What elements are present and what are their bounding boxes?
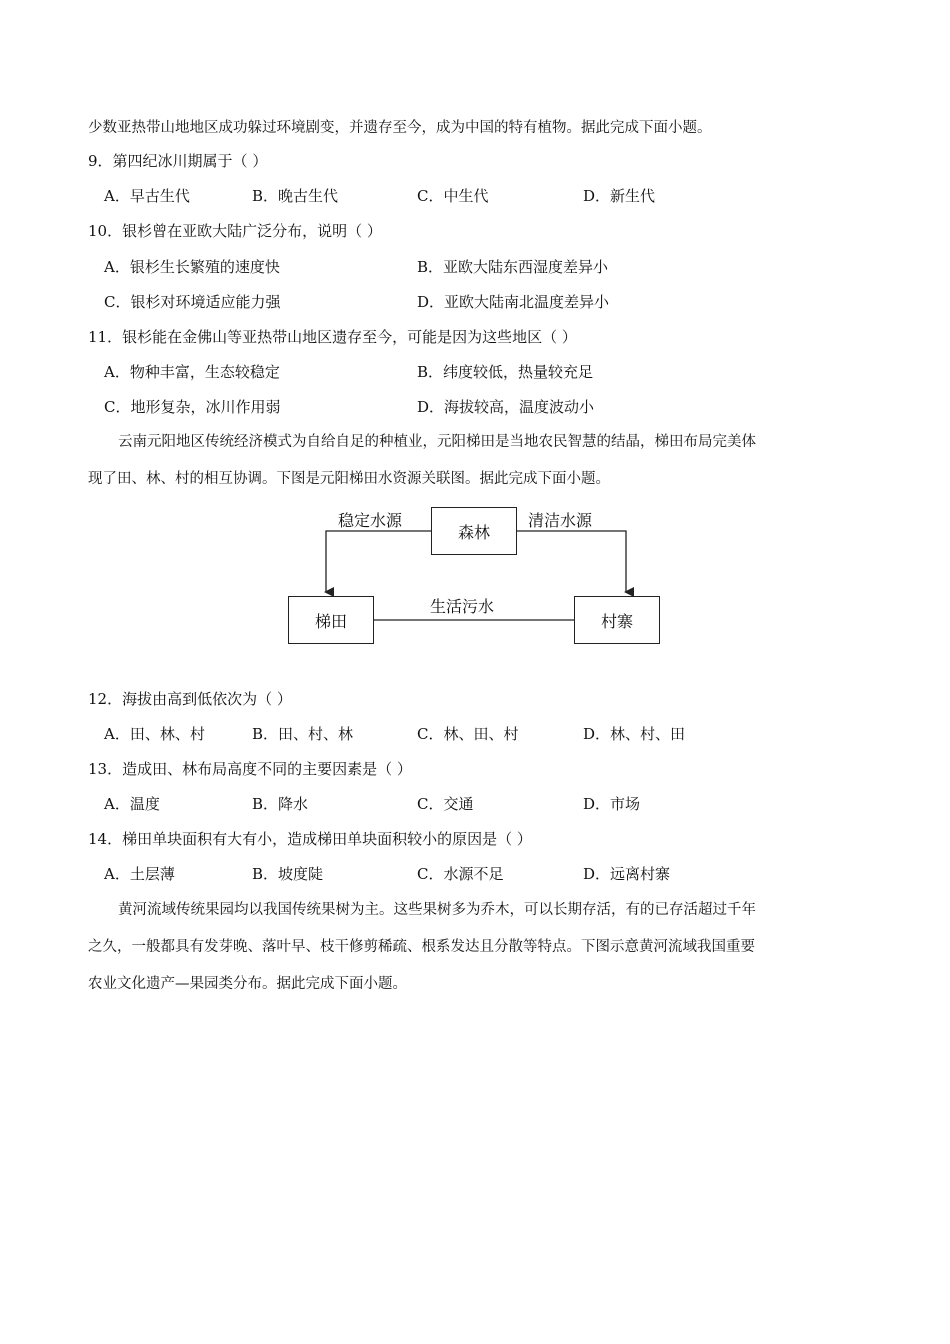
q14-option-c: C．水源不足 [417, 865, 504, 883]
node-village: 村寨 [574, 596, 660, 644]
q11-option-c: C．地形复杂，冰川作用弱 [104, 398, 281, 416]
passage-2-line-1: 云南元阳地区传统经济模式为自给自足的种植业，元阳梯田是当地农民智慧的结晶，梯田布局完美体 [118, 434, 756, 450]
passage-2-line-2: 现了田、林、村的相互协调。下图是元阳梯田水资源关联图。据此完成下面小题。 [88, 471, 610, 487]
q10-option-a: A．银杉生长繁殖的速度快 [104, 258, 280, 276]
q12-option-d: D．林、村、田 [583, 725, 686, 743]
question-14-stem: 14．梯田单块面积有大有小，造成梯田单块面积较小的原因是（ ） [88, 830, 532, 848]
q9-option-c: C．中生代 [417, 187, 489, 205]
q10-option-c: C．银杉对环境适应能力强 [104, 293, 281, 311]
water-resource-diagram [286, 504, 662, 648]
q9-option-a: A．早古生代 [104, 187, 190, 205]
q14-option-d: D．远离村寨 [583, 865, 671, 883]
arrow-forest-to-village [517, 531, 626, 592]
node-forest: 森林 [431, 507, 517, 555]
q13-option-b: B．降水 [252, 795, 309, 813]
passage-3-line-1: 黄河流域传统果园均以我国传统果树为主。这些果树多为乔木，可以长期存活，有的已存活超过千年 [118, 902, 756, 918]
q9-option-b: B．晚古生代 [252, 187, 339, 205]
q14-option-a: A．土层薄 [104, 865, 175, 883]
q11-option-b: B．纬度较低，热量较充足 [417, 363, 594, 381]
q10-option-b: B．亚欧大陆东西湿度差异小 [417, 258, 609, 276]
q12-option-a: A．田、林、村 [104, 725, 205, 743]
passage-intro-tail: 少数亚热带山地地区成功躲过环境剧变，并遗存至今，成为中国的特有植物。据此完成下面小题。 [88, 120, 712, 136]
node-terrace: 梯田 [288, 596, 374, 644]
question-10-stem: 10．银杉曾在亚欧大陆广泛分布，说明（ ） [88, 222, 382, 240]
label-stable-water: 稳定水源 [338, 511, 403, 530]
q13-option-a: A．温度 [104, 795, 160, 813]
label-domestic-sewage: 生活污水 [430, 597, 495, 616]
q11-option-a: A．物种丰富，生态较稳定 [104, 363, 280, 381]
question-11-stem: 11．银杉能在金佛山等亚热带山地区遗存至今，可能是因为这些地区（ ） [88, 328, 577, 346]
question-13-stem: 13．造成田、林布局高度不同的主要因素是（ ） [88, 760, 412, 778]
passage-3-line-3: 农业文化遗产—果园类分布。据此完成下面小题。 [88, 976, 407, 992]
question-9-stem: 9．第四纪冰川期属于（ ） [88, 152, 268, 170]
q13-option-c: C．交通 [417, 795, 474, 813]
q10-option-d: D．亚欧大陆南北温度差异小 [417, 293, 610, 311]
q11-option-d: D．海拔较高，温度波动小 [417, 398, 595, 416]
question-12-stem: 12．海拔由高到低依次为（ ） [88, 690, 292, 708]
label-clean-water: 清洁水源 [528, 511, 593, 530]
q14-option-b: B．坡度陡 [252, 865, 324, 883]
q9-option-d: D．新生代 [583, 187, 656, 205]
q13-option-d: D．市场 [583, 795, 641, 813]
passage-3-line-2: 之久，一般都具有发芽晚、落叶早、枝干修剪稀疏、根系发达且分散等特点。下图示意黄河流域我国重要 [88, 939, 755, 955]
arrow-forest-to-terrace [326, 531, 431, 592]
q12-option-b: B．田、村、林 [252, 725, 354, 743]
q12-option-c: C．林、田、村 [417, 725, 519, 743]
